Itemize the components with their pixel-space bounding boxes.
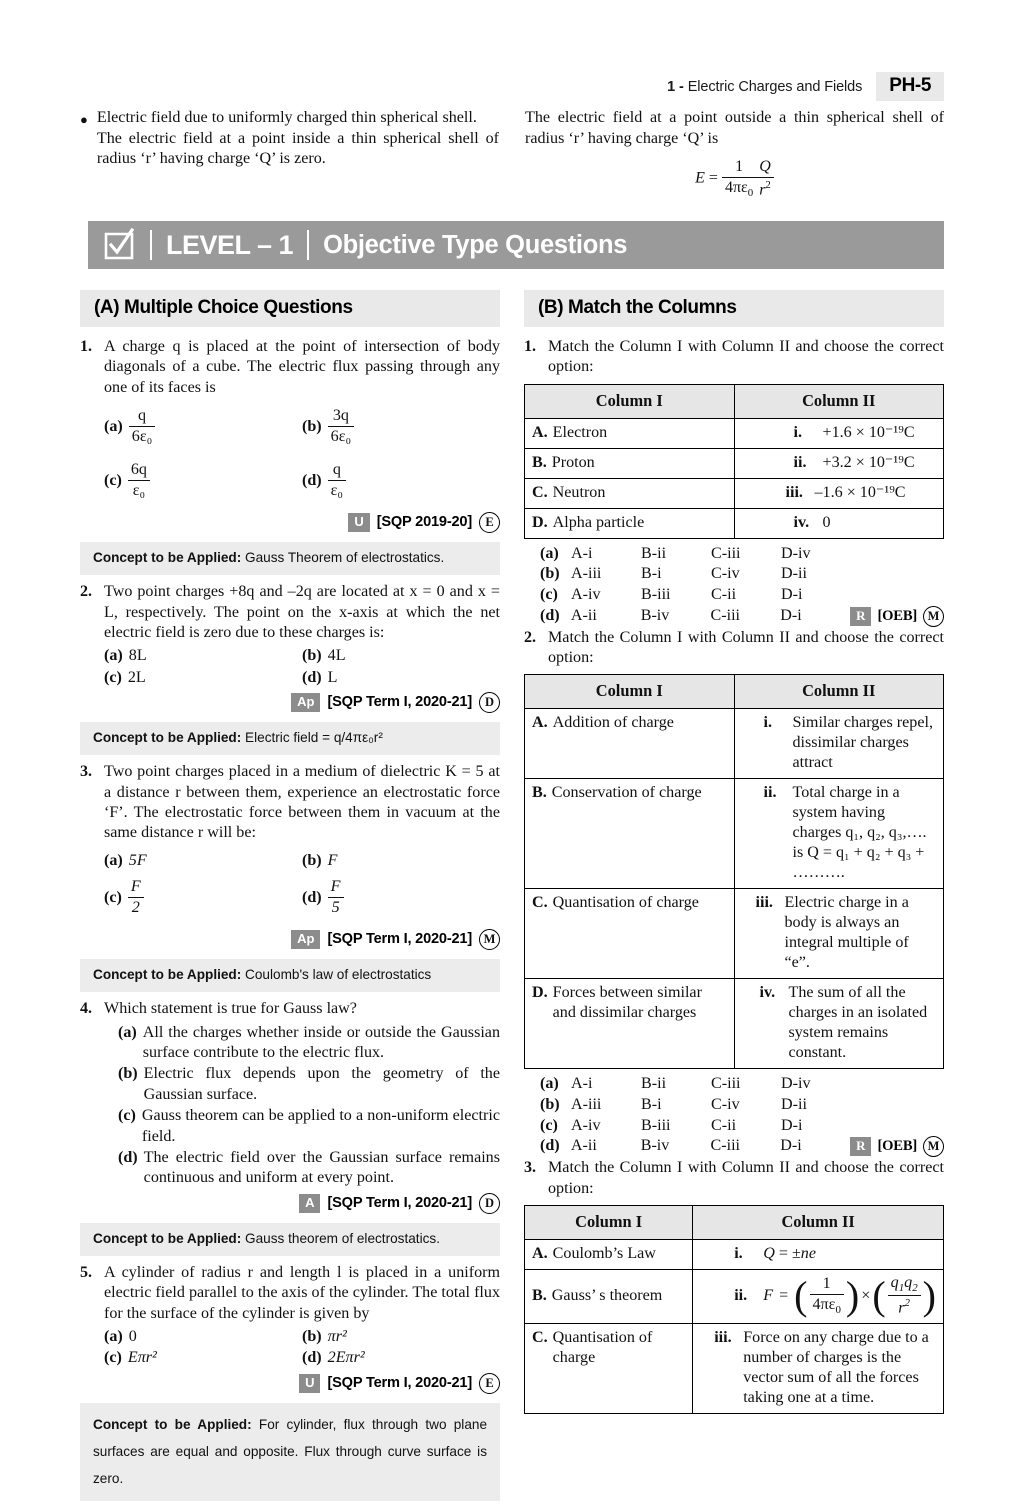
pair-3: C-iii	[711, 544, 741, 562]
option-c[interactable]	[104, 667, 302, 688]
option-d-value: The electric field over the Gaussian surface remains continuous and uniform at every point.	[143, 1149, 500, 1187]
row-key: i.	[734, 1245, 743, 1262]
match-question-2-number: 2.	[524, 628, 537, 646]
row-key: C.	[532, 1329, 548, 1347]
page-header	[0, 72, 1024, 101]
row-key: ii.	[793, 453, 807, 471]
option-c[interactable]	[104, 1347, 302, 1368]
option-a-label: (a)	[104, 851, 123, 869]
option-a[interactable]	[118, 1022, 500, 1064]
cell-col1	[525, 979, 735, 1069]
pair-4: D-iv	[781, 544, 811, 562]
question-3-number: 3.	[80, 763, 93, 781]
pair-4: D-i	[780, 1137, 802, 1155]
cell-col1	[525, 779, 735, 889]
row-value: +1.6 × 10⁻¹⁹C	[822, 423, 915, 441]
question-5-number: 5.	[80, 1263, 93, 1281]
row-value: Quantisation of charge	[552, 894, 699, 912]
page-number-badge: PH-5	[876, 72, 944, 101]
option-b-value: $\frac{3q}{\text{6ε₀}}$	[328, 407, 354, 447]
column-i-header: Column I	[525, 675, 735, 709]
chapter-title	[667, 79, 862, 95]
option-c-value: $\frac{F}{2}$	[128, 878, 144, 918]
pair-2: B-ii	[641, 1075, 667, 1093]
row-key: ii.	[763, 784, 777, 802]
question-3-options	[104, 846, 500, 925]
concept-box-1	[80, 542, 500, 575]
answer-b-label: (b)	[540, 565, 560, 583]
answer-d-label: (d)	[540, 1137, 560, 1155]
cell-col2	[734, 709, 944, 779]
row-key: iii.	[755, 894, 773, 912]
answer-option-d[interactable]	[540, 1136, 944, 1157]
answer-option-d[interactable]	[540, 606, 944, 627]
question-4-text: Which statement is true for Gauss law?	[104, 1000, 357, 1018]
cell-col1	[525, 418, 735, 448]
option-b-label: (b)	[302, 647, 322, 665]
pair-4: D-iv	[781, 1075, 811, 1093]
match-question-3	[524, 1158, 944, 1199]
row-key: i.	[763, 714, 772, 732]
row-value: Neutron	[552, 483, 606, 501]
pair-1: A-ii	[570, 606, 597, 624]
match-question-1-number: 1.	[524, 338, 537, 355]
row-value: Electron	[552, 423, 608, 441]
row-key: B.	[532, 1287, 547, 1305]
answer-option-b[interactable]	[540, 564, 944, 585]
row-key: iii.	[714, 1329, 732, 1347]
row-key: C.	[532, 483, 548, 501]
row-value: Alpha particle	[552, 513, 645, 531]
question-4-number: 4.	[80, 1000, 93, 1018]
cell-col1	[525, 709, 735, 779]
pair-2: B-iv	[640, 606, 670, 624]
match-question-1-text: Match the Column I with Column II and choose the correct option:	[548, 338, 944, 376]
pair-2: B-i	[641, 1096, 662, 1113]
intro-right-line1: The electric field at a point outside a thin spherical shell of radius ‘r’ having charge ‘Q’ is	[525, 109, 944, 147]
answer-a-label: (a)	[540, 1075, 559, 1093]
cell-col2	[734, 508, 944, 538]
cell-col2	[693, 1324, 944, 1414]
pair-3: C-iv	[711, 1096, 740, 1113]
source-text: [SQP 2019-20]	[376, 514, 472, 531]
banner-divider-1	[150, 230, 152, 260]
question-5-options	[104, 1326, 500, 1369]
chapter-name: Electric Charges and Fields	[687, 78, 863, 95]
option-c-label: (c)	[104, 1349, 122, 1367]
column-i-header: Column I	[525, 1206, 693, 1240]
row-value: +3.2 × 10⁻¹⁹C	[822, 453, 915, 471]
option-d-label: (d)	[302, 1349, 322, 1367]
pair-2: B-iii	[641, 586, 671, 603]
pair-1: A-ii	[570, 1137, 597, 1155]
row-value: Quantisation of charge	[552, 1329, 653, 1367]
row-key: C.	[532, 894, 548, 912]
question-2-text: Two point charges +8q and –2q are located at x = 0 and x = L, respectively. The point on the x-axis at which the net electric field is zero due to these charges is:	[104, 583, 500, 641]
pair-3: C-iii	[711, 1075, 741, 1093]
row-value: Forces between similar and dissimilar charges	[552, 984, 702, 1022]
row-value: Conservation of charge	[551, 784, 702, 802]
pair-2: B-iv	[640, 1137, 670, 1155]
question-1-options	[104, 400, 500, 508]
pair-4: D-i	[780, 606, 802, 624]
option-a-label: (a)	[118, 1023, 137, 1041]
row-key: i.	[793, 423, 802, 441]
cell-col2	[693, 1240, 944, 1270]
row-value: Proton	[551, 453, 595, 471]
option-a-value: All the charges whether inside or outside the Gaussian surface contribute to the electric flux.	[142, 1023, 500, 1061]
option-b-value: F	[327, 851, 338, 869]
table-header-row	[525, 384, 944, 418]
intro-section	[80, 108, 944, 200]
pair-4: D-ii	[781, 565, 807, 583]
option-b-label: (b)	[302, 418, 322, 435]
option-d-value: $\frac{q}{\text{ε₀}}$	[328, 461, 346, 501]
table-row	[525, 1324, 944, 1414]
cell-col1	[525, 1324, 693, 1414]
source-text: [OEB]	[877, 607, 918, 624]
option-a[interactable]	[104, 1326, 302, 1347]
option-c-label: (c)	[104, 471, 122, 489]
difficulty-badge: M	[923, 1136, 944, 1157]
bullet-icon: ●	[80, 112, 88, 127]
match-question-2-text: Match the Column I with Column II and choose the correct option:	[548, 628, 944, 666]
difficulty-badge: D	[479, 692, 500, 713]
option-b-value: Electric flux depends upon the geometry of the Gaussian surface.	[143, 1065, 500, 1103]
option-d[interactable]	[302, 667, 500, 688]
row-key: D.	[532, 513, 548, 531]
pair-2: B-ii	[641, 544, 667, 562]
match-table-1	[524, 384, 944, 539]
row-key: iii.	[785, 483, 803, 501]
option-b[interactable]	[302, 645, 500, 666]
row-key: ii.	[734, 1287, 748, 1305]
row-value: The sum of all the charges in an isolated system remains constant.	[788, 984, 928, 1062]
row-value: Coulomb’s Law	[552, 1245, 656, 1262]
banner-divider-2	[307, 230, 309, 260]
pair-3: C-iii	[710, 1137, 741, 1155]
intro-right-formula: E = $\frac{1}{4\pi\varepsilon_0}$ $\frac{Q}{r^2}$	[525, 158, 944, 200]
option-d-label: (d)	[118, 1149, 138, 1167]
intro-left-line1: Electric field due to uniformly charged thin spherical shell.	[96, 109, 477, 126]
concept-box-2	[80, 722, 500, 755]
question-4-source-line	[104, 1193, 500, 1214]
answer-option-c[interactable]	[540, 585, 944, 606]
question-5-source-line	[104, 1373, 500, 1394]
option-c-label: (c)	[104, 889, 122, 906]
table-row	[525, 709, 944, 779]
option-d-value: $\frac{F}{5}$	[328, 878, 344, 918]
concept-text: Electric field = q/4πε₀r²	[245, 730, 383, 746]
option-c[interactable]	[104, 871, 302, 925]
option-d-label: (d)	[302, 889, 322, 906]
table-row	[525, 418, 944, 448]
question-2-source-line	[104, 692, 500, 713]
row-key: A.	[532, 423, 548, 441]
answer-option-a[interactable]	[540, 544, 944, 565]
question-4-options	[118, 1022, 500, 1189]
option-a-label: (a)	[104, 647, 123, 665]
answer-c-label: (c)	[540, 1116, 558, 1134]
row-key: D.	[532, 984, 548, 1002]
row-value: –1.6 × 10⁻¹⁹C	[814, 483, 906, 501]
cell-col2	[734, 979, 944, 1069]
option-c-label: (c)	[104, 668, 122, 686]
difficulty-badge: M	[923, 606, 944, 627]
skill-tag: R	[850, 607, 871, 626]
column-i-header: Column I	[525, 384, 735, 418]
option-c[interactable]	[118, 1105, 500, 1147]
question-5	[80, 1263, 500, 1394]
source-text: [SQP Term I, 2020-21]	[327, 931, 472, 948]
pair-4: D-i	[781, 1116, 803, 1134]
row-key: iv.	[793, 513, 810, 531]
question-5-text: A cylinder of radius r and length l is placed in a uniform electric field parallel to the axis of the cylinder. The total flux for the surface of the cylinder is given by	[104, 1263, 500, 1322]
question-3-text: Two point charges placed in a medium of dielectric K = 5 at a distance r between them, experience an electrostatic force ‘F’. The electrostatic force between them in vacuum at the same distance r will be:	[104, 763, 500, 842]
match-question-2	[524, 628, 944, 669]
skill-tag: Ap	[291, 930, 320, 949]
option-d-value: L	[327, 668, 338, 686]
question-2	[80, 582, 500, 713]
option-a-label: (a)	[104, 1328, 123, 1346]
intro-left-column	[80, 108, 499, 200]
pair-1: A-iii	[571, 565, 602, 583]
pair-1: A-i	[571, 544, 593, 562]
concept-label: Concept to be Applied:	[93, 550, 242, 566]
match-question-3-text: Match the Column I with Column II and choose the correct option:	[548, 1159, 944, 1197]
cell-col1	[525, 1240, 693, 1270]
pair-1: A-iv	[571, 586, 601, 603]
option-d[interactable]	[118, 1147, 500, 1189]
row-value: Similar charges repel, dissimilar charges attract	[792, 714, 933, 772]
row-key: B.	[532, 453, 547, 471]
pair-3: C-iv	[711, 565, 740, 583]
table-row	[525, 889, 944, 979]
table-row	[525, 979, 944, 1069]
option-a[interactable]	[104, 400, 302, 454]
concept-box-3	[80, 959, 500, 992]
option-b-label: (b)	[118, 1065, 138, 1083]
source-text: [SQP Term I, 2020-21]	[327, 1375, 472, 1392]
concept-label: Concept to be Applied:	[93, 1230, 242, 1246]
table-row	[525, 1240, 944, 1270]
answer-b-label: (b)	[540, 1096, 560, 1113]
column-ii-header: Column II	[734, 675, 944, 709]
option-a-value: 0	[128, 1328, 137, 1346]
column-ii-header: Column II	[734, 384, 944, 418]
option-c-value: 2L	[127, 668, 146, 686]
pair-3: C-ii	[711, 586, 737, 603]
match-1-answers	[540, 544, 944, 627]
skill-tag: R	[850, 1137, 871, 1156]
difficulty-badge: D	[479, 1193, 500, 1214]
concept-box-4	[80, 1223, 500, 1256]
match-2-answers	[540, 1074, 944, 1157]
option-c[interactable]	[104, 454, 302, 508]
intro-left-line2: The electric field at a point inside a thin spherical shell of radius ‘r’ having charge ‘Q’ is zero.	[96, 129, 499, 167]
table-row	[525, 448, 944, 478]
source-text: [SQP Term I, 2020-21]	[327, 1195, 472, 1212]
option-d-value: 2Eπr²	[327, 1349, 365, 1367]
table-header-row	[525, 675, 944, 709]
option-c-value: $\frac{6q}{\text{ε₀}}$	[128, 461, 150, 501]
match-table-3	[524, 1205, 944, 1414]
option-b-label: (b)	[302, 851, 322, 869]
option-d[interactable]	[302, 1347, 500, 1368]
row-key: A.	[532, 1245, 548, 1262]
concept-box-5	[80, 1403, 500, 1501]
pair-1: A-iii	[571, 1096, 602, 1113]
cell-col2	[734, 448, 944, 478]
cell-col1	[525, 478, 735, 508]
difficulty-badge: E	[479, 512, 500, 533]
option-a-value: $\frac{q}{\text{6ε₀}}$	[129, 407, 155, 447]
match-question-1	[524, 337, 944, 378]
row-value: Gauss’ s theorem	[551, 1287, 663, 1305]
concept-label: Concept to be Applied:	[93, 730, 242, 746]
level-banner	[88, 221, 944, 269]
option-c-value: Eπr²	[127, 1349, 157, 1367]
row-key: B.	[532, 784, 547, 802]
option-b[interactable]	[118, 1063, 500, 1105]
pair-4: D-i	[781, 586, 803, 603]
cell-col2	[734, 418, 944, 448]
question-2-options	[104, 645, 500, 688]
chapter-number: 1 -	[667, 78, 684, 95]
row-key: A.	[532, 714, 548, 732]
cell-col2	[734, 889, 944, 979]
concept-label: Concept to be Applied:	[93, 1416, 252, 1432]
table-row	[525, 478, 944, 508]
cell-col1	[525, 1270, 693, 1324]
pair-1: A-i	[571, 1075, 593, 1093]
question-3-source-line	[104, 929, 500, 950]
answer-d-label: (d)	[540, 606, 560, 624]
answer-option-c[interactable]	[540, 1116, 944, 1137]
table-row	[525, 779, 944, 889]
row-key: iv.	[759, 984, 776, 1002]
table-row	[525, 1270, 944, 1324]
option-a-value: 8L	[128, 647, 147, 665]
skill-tag: Ap	[291, 693, 320, 712]
option-a[interactable]	[104, 846, 302, 871]
source-text: [SQP Term I, 2020-21]	[327, 694, 472, 711]
intro-right-column	[525, 108, 944, 200]
table-header-row	[525, 1206, 944, 1240]
question-2-number: 2.	[80, 583, 93, 601]
row-value-formula: Q = ±ne	[763, 1245, 816, 1262]
difficulty-badge: E	[479, 1373, 500, 1394]
difficulty-badge: M	[479, 929, 500, 950]
option-d[interactable]	[302, 871, 500, 925]
question-3	[80, 762, 500, 950]
concept-text: Coulomb's law of electrostatics	[245, 967, 432, 983]
cell-col2	[734, 478, 944, 508]
option-b-label: (b)	[302, 1328, 322, 1346]
skill-tag: A	[299, 1194, 320, 1213]
cell-col1	[525, 448, 735, 478]
row-value: Force on any charge due to a number of charges is the vector sum of all the forces taking one at a time.	[743, 1329, 929, 1407]
source-text: [OEB]	[877, 1138, 918, 1155]
answer-a-label: (a)	[540, 544, 559, 562]
cell-col1	[525, 508, 735, 538]
table-row	[525, 508, 944, 538]
row-value: Electric charge in a body is always an integral multiple of “e”.	[784, 894, 909, 972]
concept-text: Gauss Theorem of electrostatics.	[245, 550, 445, 566]
match-question-3-number: 3.	[524, 1159, 537, 1177]
option-a-label: (a)	[104, 418, 123, 435]
match-table-2	[524, 674, 944, 1069]
option-b[interactable]	[302, 846, 500, 871]
option-b-value: πr²	[327, 1328, 347, 1346]
option-c-value: Gauss theorem can be applied to a non-uniform electric field.	[141, 1107, 500, 1145]
pair-3: C-ii	[711, 1116, 737, 1134]
pair-1: A-iv	[571, 1116, 601, 1134]
answer-option-b[interactable]	[540, 1095, 944, 1116]
answer-option-a[interactable]	[540, 1074, 944, 1095]
section-b	[524, 290, 944, 1417]
skill-tag: U	[348, 513, 369, 532]
cell-col2	[693, 1270, 944, 1324]
option-a[interactable]	[104, 645, 302, 666]
concept-label: Concept to be Applied:	[93, 967, 242, 983]
question-1-text: A charge q is placed at the point of intersection of body diagonals of a cube. The electric flux passing through any one of its faces is	[104, 338, 500, 396]
question-1-source-line	[104, 512, 500, 533]
checkbox-tick-icon	[102, 228, 136, 262]
column-ii-header: Column II	[693, 1206, 944, 1240]
pair-3: C-iii	[710, 606, 741, 624]
row-value: 0	[822, 513, 831, 531]
question-1	[80, 337, 500, 533]
option-d-label: (d)	[302, 471, 322, 489]
banner-level-label: LEVEL – 1	[166, 229, 294, 260]
banner-title: Objective Type Questions	[323, 230, 628, 259]
answer-c-label: (c)	[540, 586, 558, 603]
pair-4: D-ii	[781, 1096, 807, 1113]
skill-tag: U	[299, 1374, 320, 1393]
section-a-heading: (A) Multiple Choice Questions	[80, 290, 500, 327]
section-b-heading: (B) Match the Columns	[524, 290, 944, 327]
option-a-value: 5F	[128, 851, 147, 869]
option-b[interactable]	[302, 400, 500, 454]
row-value: Total charge in a system having charges q₁, q₂, q₃,…. is Q = q₁ + q₂ + q₃ + ……….	[792, 784, 927, 882]
cell-col2	[734, 779, 944, 889]
pair-2: B-i	[641, 565, 662, 583]
cell-col1	[525, 889, 735, 979]
option-d[interactable]	[302, 454, 500, 508]
option-b[interactable]	[302, 1326, 500, 1347]
option-b-value: 4L	[327, 647, 346, 665]
section-a	[80, 290, 500, 1505]
concept-text: Gauss theorem of electrostatics.	[245, 1230, 440, 1246]
pair-2: B-iii	[641, 1116, 671, 1134]
option-d-label: (d)	[302, 668, 322, 686]
row-value: Addition of charge	[552, 714, 674, 732]
option-c-label: (c)	[118, 1107, 136, 1125]
question-4	[80, 999, 500, 1214]
row-value-formula: F = ( $\frac{1}{4\pi\varepsilon_0}$ ) × ( $\frac{q_1q_2}{r^2}$ )	[763, 1273, 936, 1319]
question-1-number: 1.	[80, 338, 93, 355]
concept-text: For cylinder, flux through two plane surfaces are equal and opposite. Flux through curve surface is zero.	[93, 1416, 487, 1486]
